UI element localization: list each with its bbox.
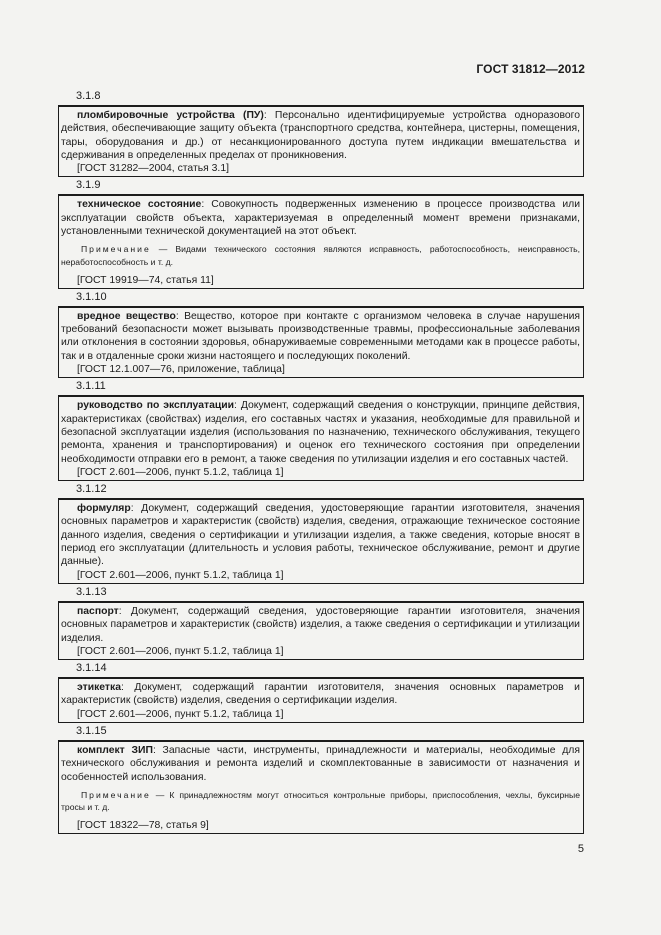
- source-reference: [ГОСТ 2.601—2006, пункт 5.1.2, таблица 1]: [77, 645, 284, 657]
- term-number: 3.1.8: [76, 90, 101, 102]
- term-box: [58, 740, 584, 834]
- definition-text: : Документ, содержащий гарантии изготовителя, значения основных параметров и характеристик (свойств) изделия, сведения о сертификации изделия.: [61, 682, 580, 707]
- definition: [61, 109, 580, 162]
- term-number: 3.1.13: [76, 585, 107, 598]
- term-box: [58, 194, 584, 288]
- definition: [61, 744, 580, 784]
- term-entry: [58, 483, 584, 584]
- source-reference: [ГОСТ 18322—78, статья 9]: [77, 820, 209, 832]
- term-box: [58, 105, 584, 177]
- document-header: ГОСТ 31812—2012: [476, 62, 585, 76]
- note: [61, 243, 580, 268]
- term-entry: [58, 90, 584, 177]
- source-reference: [ГОСТ 31282—2004, статья 3.1]: [77, 163, 229, 175]
- term-box: [58, 395, 584, 481]
- definition-text: : Документ, содержащий сведения, удостоверяющие гарантии изготовителя, значения основных параметров и характеристик (свойств) изделия, а также сведения о сертификации и утилизации изделия.: [61, 605, 580, 644]
- term-entry: [58, 662, 584, 723]
- source-reference: [ГОСТ 12.1.007—76, приложение, таблица]: [77, 364, 285, 376]
- definition: [61, 605, 580, 645]
- term-entry: [58, 291, 584, 378]
- term-box: [58, 498, 584, 584]
- definition: [61, 502, 580, 568]
- definition: [61, 681, 580, 708]
- term-name: этикетка: [77, 682, 121, 694]
- term-number: 3.1.14: [76, 662, 107, 675]
- note-label: Примечание: [81, 789, 151, 800]
- term-box: [58, 306, 584, 378]
- note-label: Примечание: [81, 244, 151, 255]
- definition-text: : Документ, содержащий сведения о конструкции, принципе действия, характеристиках (свойствах) изделия, его составных частях и указания, необходимые для правильной и безопасной эксплуатации изделия (использования по назначению, технического обслуживания, текущего ремонта, хранения и транспортирования) и оценок его технического состояния при определении необходимости отправки его в ремонт, а также сведения по утилизации изделия и его составных частей.: [61, 400, 580, 465]
- term-name: руководство по эксплуатации: [77, 400, 235, 412]
- definition-text: : Запасные части, инструменты, принадлежности и материалы, необходимые для технического обслуживания и ремонта изделий и скомплектованные в зависимости от назначения и особенностей использования.: [61, 744, 580, 783]
- note: [61, 789, 580, 814]
- term-number: 3.1.12: [76, 483, 107, 496]
- page-number: 5: [577, 843, 584, 855]
- note-text: — Видами технического состояния являются исправность, работоспособность, неисправность, неработоспособность и т. д.: [61, 244, 580, 267]
- term-number: 3.1.9: [76, 179, 101, 192]
- definition-text: : Вещество, которое при контакте с организмом человека в случае нарушения требований безопасности может вызывать производственные травмы, профессиональные заболевания или отклонения в состоянии здоровья, обнаруживаемые современными методами как в процессе работы, так и в отдаленные сроки жизни настоящего и последующих поколений.: [61, 310, 580, 362]
- source-reference: [ГОСТ 19919—74, статья 11]: [77, 274, 214, 286]
- term-name: вредное вещество: [77, 310, 176, 322]
- term-number: 3.1.11: [76, 380, 106, 393]
- term-name: формуляр: [77, 503, 131, 515]
- term-entry: [58, 725, 584, 834]
- term-box: [58, 677, 584, 723]
- term-name: техническое состояние: [77, 199, 202, 211]
- definition-text: : Документ, содержащий сведения, удостоверяющие гарантии изготовителя, значения основных параметров и характеристик (свойств) изделия, сведения, отражающие техническое состояние данного изделия, сведения о сертификации и утилизации изделия, а также сведения, которые вносят в период его эксплуатации (длительность и условия работы, техническое обслуживание, ремонт и другие данные).: [61, 503, 580, 568]
- source-reference: [ГОСТ 2.601—2006, пункт 5.1.2, таблица 1]: [77, 708, 284, 720]
- term-entry: [58, 586, 584, 660]
- term-name: пломбировочные устройства (ПУ): [77, 110, 264, 121]
- term-number: 3.1.15: [76, 724, 107, 737]
- terms-list: [58, 90, 584, 836]
- definition: [61, 399, 580, 465]
- definition-text: : Совокупность подверженных изменению в процессе производства или эксплуатации свойств объекта, характеризуемая в определенный момент времени признаками, установленными технической документацией на этот объект.: [61, 199, 581, 238]
- definition-text: : Персонально идентифицируемые устройства одноразового действия, обеспечивающие защиту объекта (транспортного средства, контейнера, цистерны, помещения, тары, оборудования и др.) от несанкционированного доступа путем индикации вмешательства и сдерживания в определенных пределах от проникновения.: [61, 110, 581, 161]
- term-name: комплект ЗИП: [77, 744, 153, 756]
- term-name: паспорт: [77, 605, 119, 617]
- term-box: [58, 601, 584, 660]
- term-number: 3.1.10: [76, 290, 107, 303]
- source-reference: [ГОСТ 2.601—2006, пункт 5.1.2, таблица 1]: [77, 569, 284, 581]
- source-reference: [ГОСТ 2.601—2006, пункт 5.1.2, таблица 1]: [77, 466, 284, 478]
- term-entry: [58, 179, 584, 288]
- definition: [61, 310, 580, 363]
- term-entry: [58, 380, 584, 481]
- definition: [61, 198, 580, 238]
- note-text: — К принадлежностям могут относиться контрольные приборы, приспособления, чехлы, буксирные тросы и т. д.: [61, 789, 580, 813]
